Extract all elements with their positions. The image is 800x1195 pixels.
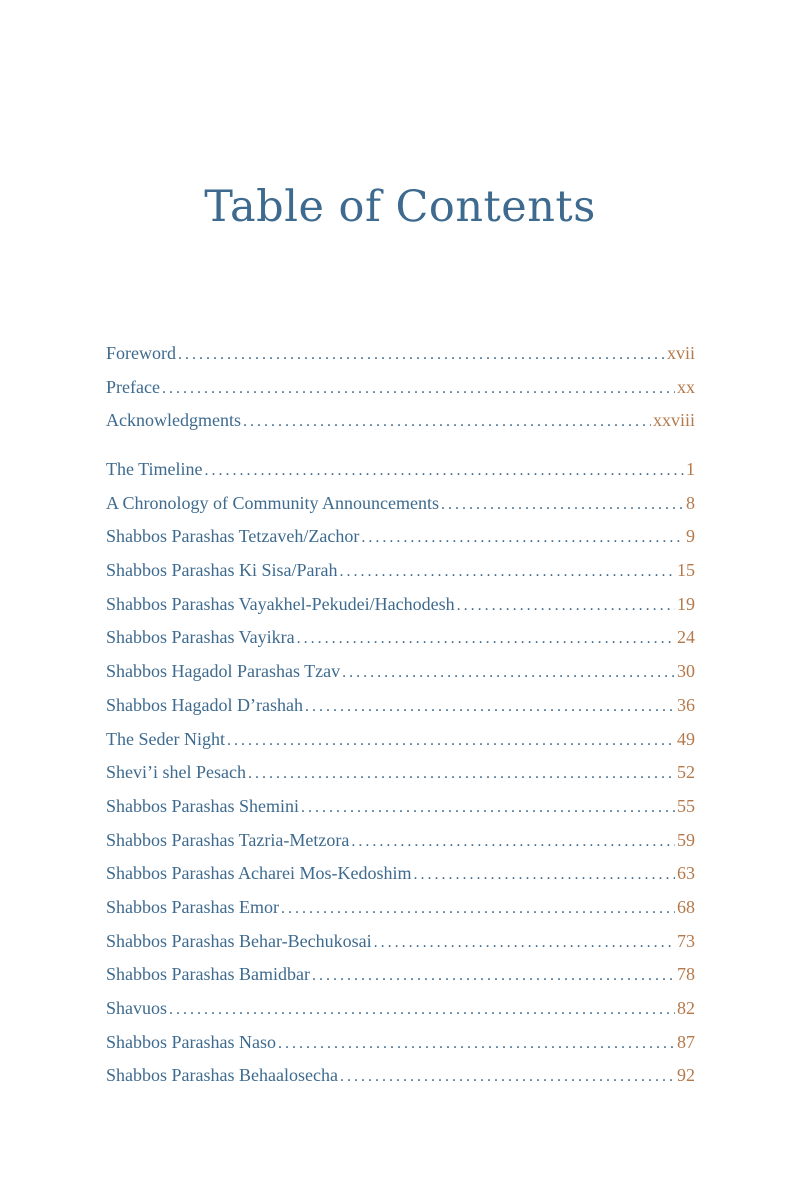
toc-entry-page: 82 (677, 998, 695, 1018)
toc-entry[interactable] (106, 792, 695, 826)
dot-leader (227, 727, 675, 755)
toc-entry[interactable] (106, 927, 695, 961)
toc-entry-page: 55 (677, 795, 695, 816)
page-title: Table of Contents (204, 182, 596, 232)
toc-entry-page: 73 (677, 930, 695, 951)
toc-entry-page: 9 (686, 526, 695, 547)
toc-entry-label: Shabbos Parashas Tetzaveh/Zachor (106, 526, 360, 547)
toc-entry-label: Shabbos Parashas Behaalosecha (106, 1065, 338, 1086)
toc-entry-label: The Seder Night (106, 728, 225, 749)
dot-leader (243, 408, 651, 436)
dot-leader (374, 929, 675, 957)
toc-entry[interactable] (106, 994, 695, 1028)
toc-entry-label: The Timeline (106, 459, 203, 479)
toc-entry-page: 68 (677, 896, 695, 917)
dot-leader (178, 341, 665, 369)
toc-entry-page: xxviii (652, 410, 695, 431)
toc-entry-page: 87 (677, 1031, 695, 1052)
toc-entry-label: Shavuos (106, 998, 168, 1018)
toc-entry-label: Acknowledgments (106, 410, 241, 431)
dot-leader (457, 592, 675, 620)
toc-entry[interactable] (106, 826, 695, 860)
toc-entry-label: Shabbos Hagadol D’rashah (106, 694, 303, 715)
toc-entry-label: Shabbos Parashas Vayikra (106, 627, 295, 648)
toc-entry-label: A Chronology of Community Announcements (106, 492, 439, 513)
toc-entry-page: 63 (677, 863, 695, 884)
dot-leader (248, 760, 675, 788)
toc-entry[interactable] (106, 489, 695, 523)
toc-entry-label: Shabbos Parashas Vayakhel-Pekudei/Hachodesh (106, 593, 455, 614)
front-matter-list (106, 339, 695, 440)
toc-entry-page: 78 (677, 964, 695, 985)
toc-entry-page: 92 (677, 1065, 695, 1086)
toc-entry-label: Shabbos Parashas Tazria-Metzora (106, 829, 350, 850)
toc-entry-page: 59 (677, 829, 695, 850)
toc-entry-label: Foreword (106, 343, 176, 363)
toc-entry-label: Shabbos Parashas Emor (106, 896, 279, 917)
toc-entry[interactable] (106, 590, 695, 624)
dot-leader (361, 524, 684, 552)
toc-entry-page: 24 (677, 627, 695, 648)
dot-leader (342, 659, 675, 687)
dot-leader (351, 828, 675, 856)
toc-entry-page: 19 (677, 593, 695, 614)
toc-entry[interactable] (106, 1028, 695, 1062)
dot-leader (413, 861, 675, 889)
dot-leader (205, 457, 684, 485)
toc-entry[interactable] (106, 522, 695, 556)
toc-entry[interactable] (106, 893, 695, 927)
toc-entry[interactable] (106, 455, 695, 489)
toc-entry-label: Shabbos Hagadol Parashas Tzav (106, 661, 341, 682)
dot-leader (169, 996, 675, 1024)
toc-entry-label: Shabbos Parashas Bamidbar (106, 964, 310, 985)
toc-entry-page: xvii (666, 343, 695, 363)
toc-entry[interactable] (106, 960, 695, 994)
toc-entry-page: 52 (677, 762, 695, 783)
toc-entry[interactable] (106, 623, 695, 657)
dot-leader (339, 558, 675, 586)
toc-entry-page: 8 (686, 492, 695, 513)
dot-leader (162, 375, 675, 403)
toc-entry-label: Preface (106, 376, 160, 397)
dot-leader (305, 693, 675, 721)
dot-leader (312, 962, 675, 990)
dot-leader (301, 794, 675, 822)
toc-entry-label: Shabbos Parashas Acharei Mos-Kedoshim (106, 863, 412, 884)
toc-entry[interactable] (106, 725, 695, 759)
toc-entry-page: 1 (686, 459, 695, 479)
toc-entry-label: Shabbos Parashas Ki Sisa/Parah (106, 560, 338, 581)
toc-entry[interactable] (106, 339, 695, 373)
dot-leader (340, 1063, 675, 1091)
toc-entry[interactable] (106, 1061, 695, 1095)
toc-entry-label: Shabbos Parashas Behar-Bechukosai (106, 930, 372, 951)
toc-entry[interactable] (106, 859, 695, 893)
toc-entry[interactable] (106, 657, 695, 691)
toc-entry-label: Shabbos Parashas Shemini (106, 795, 299, 816)
toc-entry-page: 15 (677, 560, 695, 581)
dot-leader (281, 895, 675, 923)
toc-entry-page: 30 (677, 661, 695, 682)
dot-leader (297, 625, 675, 653)
toc-entry-label: Shevi’i shel Pesach (106, 762, 246, 783)
toc-entry-page: 49 (677, 728, 695, 749)
toc-entry-page: xx (677, 376, 695, 397)
toc-entry[interactable] (106, 556, 695, 590)
chapter-list (106, 455, 695, 1095)
toc-entry-page: 36 (677, 694, 695, 715)
dot-leader (441, 491, 684, 519)
dot-leader (278, 1030, 675, 1058)
toc-entry[interactable] (106, 691, 695, 725)
toc-entry[interactable] (106, 758, 695, 792)
toc-entry-label: Shabbos Parashas Naso (106, 1031, 276, 1052)
toc-entry[interactable] (106, 373, 695, 407)
toc-entry[interactable] (106, 406, 695, 440)
